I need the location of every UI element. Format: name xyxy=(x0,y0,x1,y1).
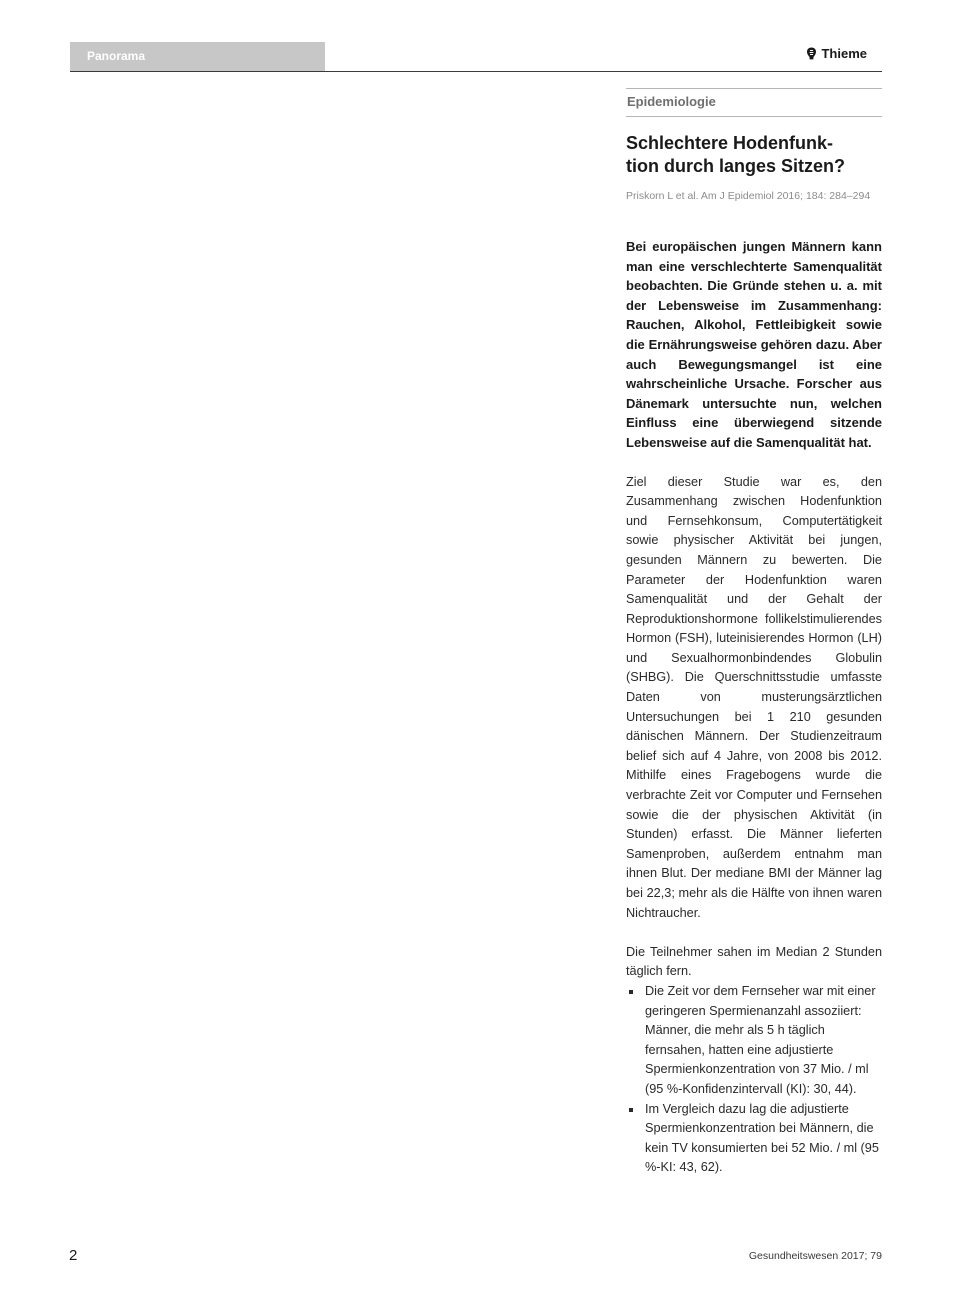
category-rule-bottom xyxy=(626,116,882,117)
article-citation: Priskorn L et al. Am J Epidemiol 2016; 184: 284–294 xyxy=(626,190,871,202)
page-number: 2 xyxy=(69,1247,78,1264)
list-item xyxy=(626,982,882,1100)
article-title: Schlechtere Hodenfunk- tion durch langes Sitzen? xyxy=(626,133,846,176)
body-paragraph-1: Ziel dieser Studie war es, den Zusammenhang zwischen Hodenfunktion und Fernsehkonsum, Computertätigkeit sowie physischer Aktivität bei jungen, gesunden Männern zu bewerten. Die Parameter der Hodenfunktion waren Samenqualität und der Gehalt der Reproduktionshormone follikelstimulierendes Hormon (FSH), luteinisierendes Hormon (LH) und Sexualhormonbindendes Globulin (SHBG). Die Querschnittsstudie umfasste Daten von musterungsärztlichen Untersuchungen bei 1 210 gesunden dänischen Männern. Der Studienzeitraum belief sich auf 4 Jahre, von 2008 bis 2012. Mithilfe eines Fragebogens wurde die verbrachte Zeit vor Computer und Fernsehen sowie die der physischen Aktivität (in Stunden) erfasst. Die Männer lieferten Samenproben, außerdem entnahm man ihnen Blut. Der mediane BMI der Männer lag bei 22,3; mehr als die Hälfte von ihnen waren Nichtraucher. xyxy=(626,474,882,920)
article-lead: Bei europäischen jungen Männern kann man eine verschlechterte Samenqualität beobachten. Die Gründe stehen u. a. mit der Lebensweise im Zusammenhang: Rauchen, Alkohol, Fettleibigkeit sowie die Ernährungsweise gehören dazu. Aber auch Bewegungsmangel ist eine wahrscheinliche Ursache. Forscher aus Dänemark untersuchte nun, welchen Einfluss eine überwiegend sitzende Lebensweise auf die Samenqualität hat. xyxy=(626,239,882,450)
article-category: Epidemiologie xyxy=(627,94,716,109)
publisher-name: Thieme xyxy=(821,46,867,61)
article-body xyxy=(626,473,882,1178)
publisher-logo xyxy=(806,46,867,61)
list-item-text: Im Vergleich dazu lag die adjustierte Spermienkonzentration bei Männern, die kein TV konsumierten bei 52 Mio. / ml (95 %-KI: 43, 62). xyxy=(645,1101,879,1175)
journal-reference: Gesundheitswesen 2017; 79 xyxy=(748,1250,882,1262)
thieme-logo-icon xyxy=(806,47,817,60)
list-item xyxy=(626,1100,882,1178)
section-header-bar xyxy=(70,42,325,71)
article xyxy=(626,88,882,1178)
body-paragraph-2: Die Teilnehmer sahen im Median 2 Stunden täglich fern. xyxy=(626,944,882,979)
bullet-icon xyxy=(629,1108,633,1112)
header-rule xyxy=(70,71,882,72)
section-label: Panorama xyxy=(87,49,146,63)
list-item-text: Die Zeit vor dem Fernseher war mit einer geringeren Spermienanzahl assoziiert: Männer, die mehr als 5 h täglich fernsahen, hatten eine adjustierte Spermienkonzentration von 37 Mio. / ml (95 %-Konfidenzintervall (KI): 30, 44). xyxy=(645,983,876,1096)
findings-list xyxy=(626,982,882,1178)
bullet-icon xyxy=(629,990,633,994)
